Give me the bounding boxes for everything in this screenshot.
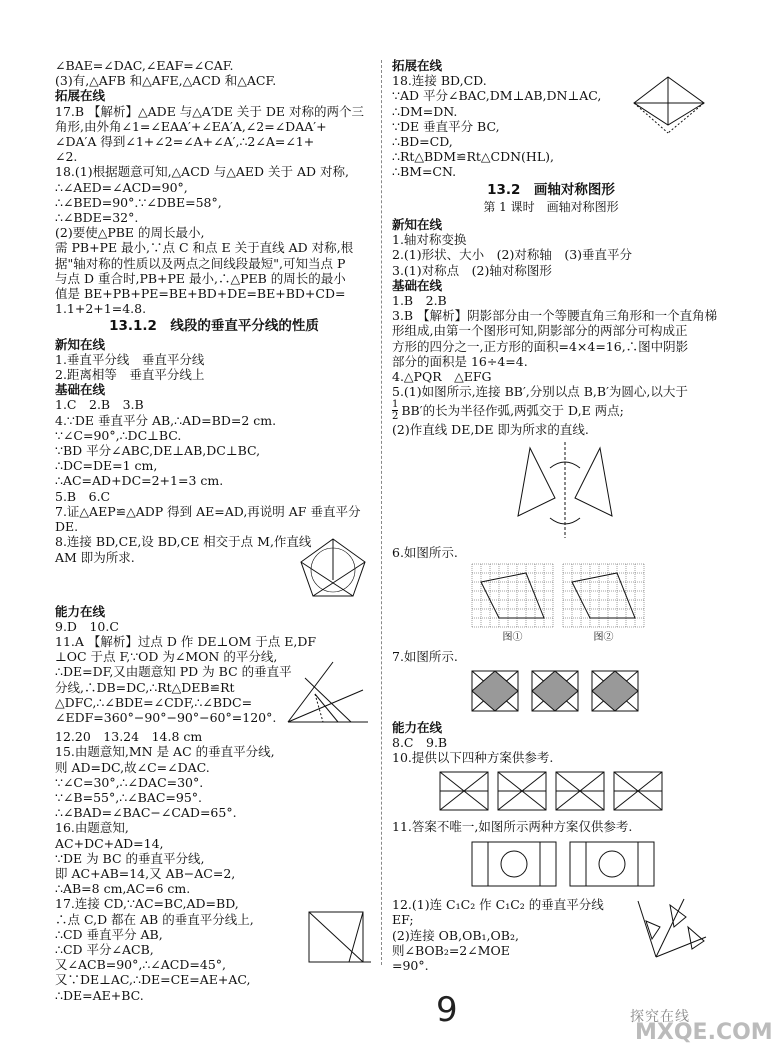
text-line: 需 PB+PE 最小,∵点 C 和点 E 关于直线 AD 对称,根 — [55, 240, 354, 256]
text-line: 11.答案不唯一,如图所示两种方案仅供参考. — [392, 818, 633, 834]
section-title: 13.2 画轴对称图形 — [487, 181, 615, 198]
circle-scheme — [470, 838, 558, 893]
text-line: ∴CD 垂直平分 AB, — [55, 926, 163, 942]
text-line: EF; — [392, 912, 414, 928]
text-line: 角形,由外角∠1=∠EAA′+∠EA′A,∠2=∠DAA′+ — [55, 118, 327, 134]
fraction — [392, 399, 398, 422]
tile-pattern — [530, 669, 580, 716]
text-line: ∵∠C=90°,∴DC⊥BC. — [55, 427, 182, 443]
text-line: (3)有,△AFB 和△AFE,△ACD 和△ACF. — [55, 73, 277, 89]
answer-block — [55, 634, 373, 729]
text-line: 2.距离相等 垂直平分线上 — [55, 367, 205, 383]
watermark: MXQE.COM — [635, 1020, 773, 1045]
text-line: ∴∠BDE=32°. — [55, 210, 139, 226]
text-line: 8.连接 BD,CE,设 BD,CE 相交于点 M,作直线 — [55, 534, 312, 550]
text-line: 1.轴对称变换 — [392, 232, 467, 248]
text-line: ∴Rt△BDM≌Rt△CDN(HL), — [392, 149, 554, 165]
grid-drawing — [563, 564, 644, 630]
answer-block — [392, 73, 710, 179]
text-line: 分线,∴DB=DC,∴Rt△DEB≌Rt — [55, 679, 235, 695]
text-line: AM 即为所求. — [55, 549, 135, 565]
grid-figure — [472, 564, 553, 645]
footer-section-label: 探究在线 — [630, 1009, 690, 1025]
reflection-figure — [510, 438, 710, 545]
text-line: 则∠BOB₂=2∠MOE — [392, 942, 510, 958]
text-line: 17.B 【解析】△ADE 与△A′DE 关于 DE 对称的两个三 — [55, 103, 364, 119]
text-line: ∴∠BAD=∠BAC−∠CAD=65°. — [55, 805, 237, 821]
text-line: 方形的四分之一,正方形的面积=4×4=16,∴图中阴影 — [392, 338, 689, 354]
plan-scheme — [612, 770, 664, 815]
text-line: AC+DC+AD=14, — [55, 835, 164, 851]
text-line: 9.D 10.C — [55, 618, 119, 634]
text-line: =90°. — [392, 957, 429, 973]
section-heading: 拓展在线 — [55, 88, 106, 104]
circle-scheme — [568, 838, 656, 893]
text-line: ∵AD 平分∠BAC,DM⊥AB,DN⊥AC, — [392, 88, 602, 104]
text-line: 部分的面积是 16÷4=4. — [392, 353, 528, 369]
section-title: 13.1.2 线段的垂直平分线的性质 — [109, 318, 319, 335]
text-line: ∵BD 平分∠ABC,DE⊥AB,DC⊥BC, — [55, 443, 261, 459]
text-line: 则 AD=DC,故∠C=∠DAC. — [55, 759, 210, 775]
angle-bisector-figure — [283, 660, 373, 729]
plan-figures — [438, 770, 710, 815]
text-line: 18.连接 BD,CD. — [392, 73, 487, 89]
grid-figure — [563, 564, 644, 645]
text-line: ∴BD=CD, — [392, 134, 453, 150]
answer-block — [55, 534, 373, 603]
section-heading: 能力在线 — [55, 603, 106, 619]
text-line: 17.连接 CD,∵AC=BC,AD=BD, — [55, 896, 239, 912]
text-line: 与点 D 重合时,PB+PE 最小,∴△PEB 的周长的最小 — [55, 270, 346, 286]
text-line: ∠2. — [55, 149, 78, 165]
text-line: ∴DE=DF,又由题意知 PD 为 BC 的垂直平 — [55, 664, 292, 680]
text-line: 8.C 9.B — [392, 735, 448, 751]
text-line: 4.∵DE 垂直平分 AB,∴AD=BD=2 cm. — [55, 412, 277, 428]
text-line — [392, 399, 710, 422]
text-line: 1.C 2.B 3.B — [55, 397, 144, 413]
fraction-text: BB′的长为半径作弧,两弧交于 D,E 两点; — [401, 403, 624, 419]
answer-block — [55, 896, 373, 1002]
text-line: 3.(1)对称点 (2)轴对称图形 — [392, 262, 552, 278]
text-line: ∴DC=DE=1 cm, — [55, 458, 158, 474]
text-line: ∴∠AED=∠ACD=90°, — [55, 179, 188, 195]
handwritten-page-number: 9 — [436, 990, 458, 1030]
text-line: 18.(1)根据题意可知,△ACD 与△AED 关于 AD 对称, — [55, 164, 349, 180]
text-line: ∵DE 为 BC 的垂直平分线, — [55, 850, 205, 866]
text-line: 7.证△AEP≌△ADP 得到 AE=AD,再说明 AF 垂直平分 — [55, 503, 361, 519]
grid-figure-label: 图① — [502, 632, 523, 644]
text-line: 5.B 6.C — [55, 488, 111, 504]
plan-scheme — [438, 770, 490, 815]
text-line: ∵DE 垂直平分 BC, — [392, 118, 500, 134]
text-line: ∴∠BED=90°.∵∠DBE=58°, — [55, 194, 222, 210]
text-line: ∵∠B=55°,∴∠BAC=95°. — [55, 789, 203, 805]
kite-figure — [626, 73, 710, 138]
text-line: 15.由题意知,MN 是 AC 的垂直平分线, — [55, 744, 275, 760]
text-line: 即 AC+AB=14,又 AB−AC=2, — [55, 865, 236, 881]
text-line: 16.由题意知, — [55, 820, 129, 836]
text-line: 1.1+2+1=4.8. — [55, 301, 147, 317]
text-line: 2.(1)形状、大小 (2)对称轴 (3)垂直平分 — [392, 247, 633, 263]
text-line: ∠BAE=∠DAC,∠EAF=∠CAF. — [55, 58, 234, 73]
left-column — [55, 58, 373, 1003]
text-line: 值是 BE+PB+PE=BE+BD+DE=BE+BD+CD= — [55, 286, 346, 302]
text-line: 12.20 13.24 14.8 cm — [55, 729, 203, 745]
text-line: ∠DA′A 得到∠1+∠2=∠A+∠A′,∴2∠A=∠1+ — [55, 134, 315, 150]
text-line: ∴CD 平分∠ACB, — [55, 941, 154, 957]
grid-figure-label: 图② — [593, 632, 614, 644]
text-line: △DFC,∴∠BDE=∠CDF,∴∠BDC= — [55, 694, 253, 710]
text-line: 形组成,由第一个图形可知,阴影部分的两部分可构成正 — [392, 323, 688, 339]
text-line: 1.B 2.B — [392, 293, 447, 309]
section-heading: 新知在线 — [55, 336, 106, 352]
text-line: 10.提供以下四种方案供参考. — [392, 750, 554, 766]
lesson-title: 第 1 课时 画轴对称图形 — [483, 199, 619, 214]
tile-figures — [470, 669, 710, 716]
text-line: ∴BM=CN. — [392, 164, 457, 180]
tile-pattern — [590, 669, 640, 716]
text-line: ⊥OC 于点 F,∵OD 为∠MON 的平分线, — [55, 649, 278, 665]
text-line: ∴DE=AE+BC. — [55, 987, 144, 1003]
text-line: 7.如图所示. — [392, 649, 458, 665]
text-line: 又∵DE⊥AC,∴DE=CE=AE+AC, — [55, 972, 251, 988]
rotation-figure — [626, 897, 710, 964]
right-column — [392, 58, 718, 973]
fraction-denominator: 2 — [392, 411, 399, 423]
text-line: 1.垂直平分线 垂直平分线 — [55, 351, 205, 367]
text-line: ∵∠C=30°,∴∠DAC=30°. — [55, 774, 204, 790]
text-line: 11.A 【解析】过点 D 作 DE⊥OM 于点 E,DF — [55, 633, 317, 649]
text-line: DE. — [55, 519, 79, 535]
grid-drawing — [472, 564, 553, 630]
text-line: (2)作直线 DE,DE 即为所求的直线. — [392, 422, 589, 438]
text-line: 4.△PQR △EFG — [392, 369, 492, 385]
answer-block — [392, 897, 710, 973]
text-line: ∴AC=AD+DC=2+1=3 cm. — [55, 473, 224, 489]
section-heading: 基础在线 — [392, 277, 443, 293]
column-divider — [381, 60, 382, 965]
grid-figures — [472, 564, 710, 645]
text-line: 5.(1)如图所示,连接 BB′,分别以点 B,B′为圆心,以大于 — [392, 384, 688, 400]
text-line: ∠EDF=360°−90°−90°−60°=120°. — [55, 709, 277, 725]
section-heading: 能力在线 — [392, 719, 443, 735]
text-line: ∴DM=DN. — [392, 103, 458, 119]
text-line: 12.(1)连 C₁C₂ 作 C₁C₂ 的垂直平分线 — [392, 897, 604, 913]
text-line: 又∠ACB=90°,∴∠ACD=45°, — [55, 957, 226, 973]
scheme-figures — [470, 838, 710, 893]
text-line: (2)连接 OB,OB₁,OB₂, — [392, 927, 519, 943]
section-heading: 基础在线 — [55, 382, 106, 398]
section-heading: 新知在线 — [392, 217, 443, 233]
section-heading: 拓展在线 — [392, 58, 443, 73]
text-line: 3.B 【解析】阴影部分由一个等腰直角三角形和一个直角梯 — [392, 308, 718, 324]
text-line: 6.如图所示. — [392, 544, 458, 560]
text-line: ∴点 C,D 都在 AB 的垂直平分线上, — [55, 911, 254, 927]
text-line: ∴AB=8 cm,AC=6 cm. — [55, 881, 191, 897]
tile-pattern — [470, 669, 520, 716]
square-figure — [301, 902, 373, 971]
text-line: 据"轴对称的性质以及两点之间线段最短",可知当点 P — [55, 255, 346, 271]
text-line: (2)要使△PBE 的周长最小, — [55, 225, 205, 241]
fraction-numerator: 1 — [392, 399, 399, 411]
plan-scheme — [496, 770, 548, 815]
plan-scheme — [554, 770, 606, 815]
